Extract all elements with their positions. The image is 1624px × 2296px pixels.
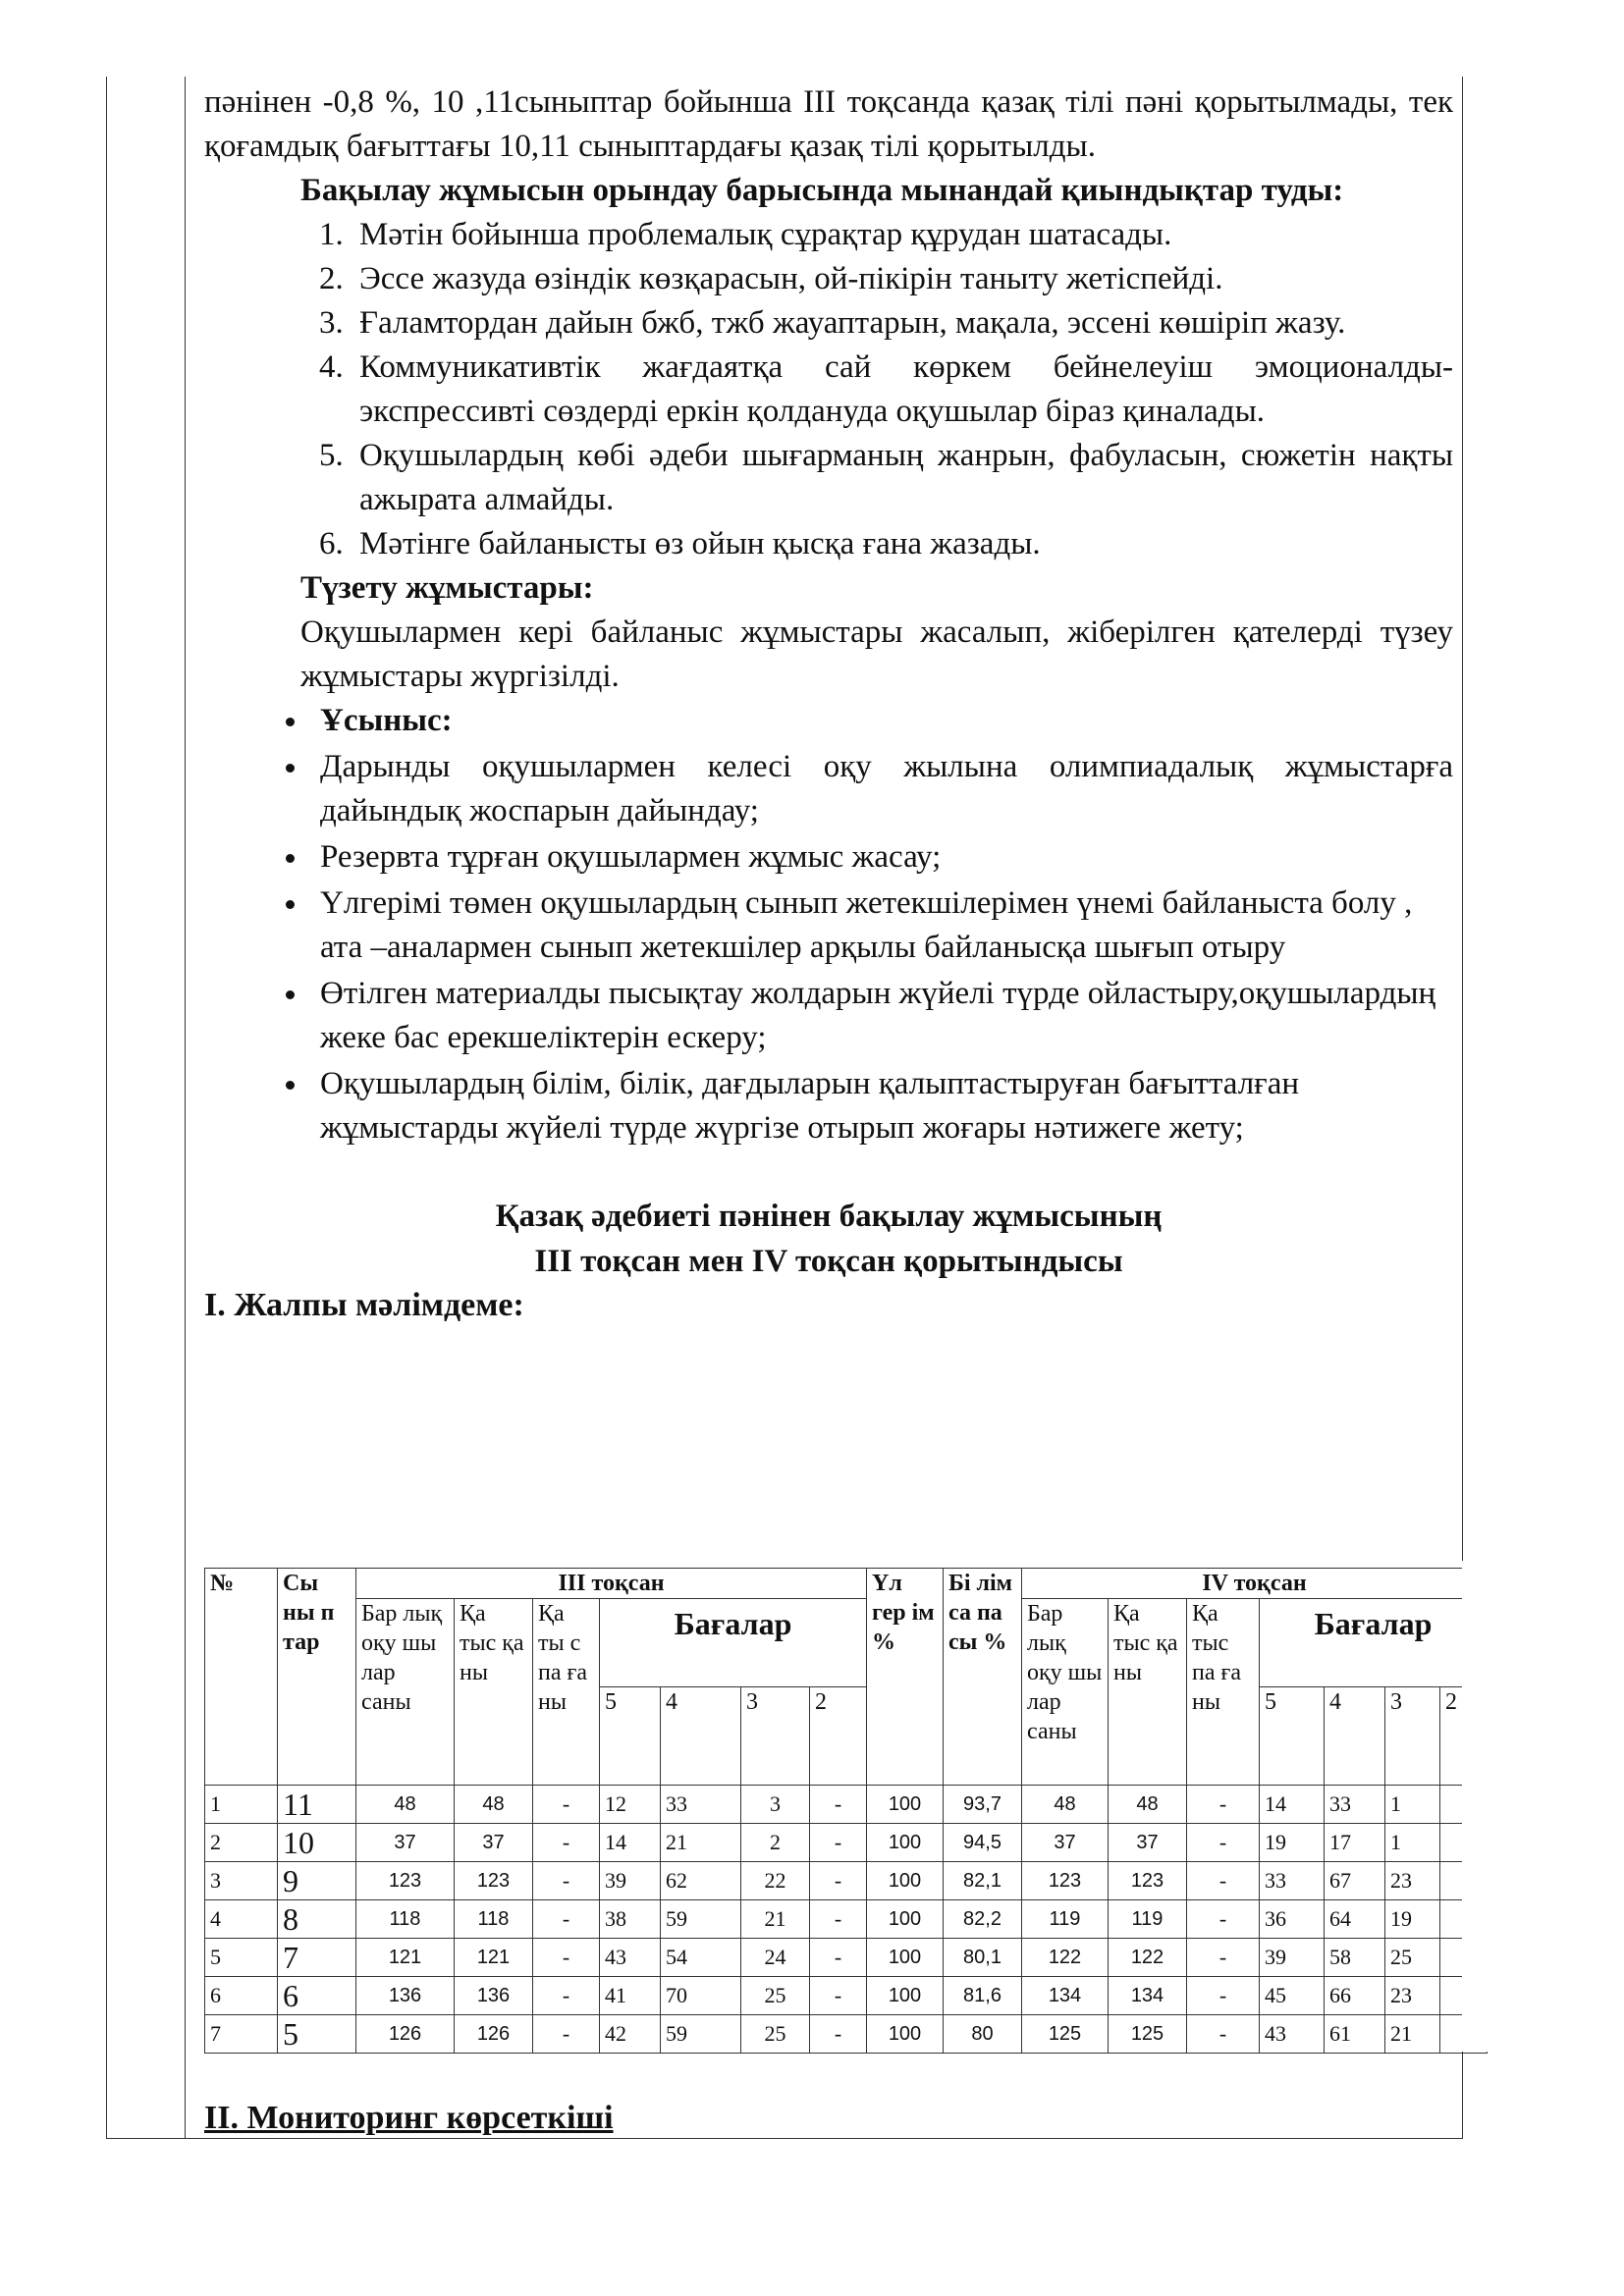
cell-q4-absent: - [1187, 1977, 1260, 2015]
list-item: 5. Оқушылардың көбі әдеби шығарманың жанрын, фабуласын, сюжетін нақты ажырата алмайды. [352, 434, 1453, 522]
cell-q3-total: 121 [356, 1939, 455, 1977]
cell-q4-g3: 23 [1385, 1862, 1440, 1900]
cell-q4-total: 123 [1022, 1862, 1109, 1900]
cell-q3-g5: 12 [600, 1786, 661, 1824]
cell-q4-g3: 23 [1385, 1977, 1440, 2015]
cell-q4-present: 134 [1109, 1977, 1187, 2015]
cell-q3-total: 126 [356, 2015, 455, 2054]
section2-heading: ІІ. Мониторинг көрсеткіші [204, 2100, 614, 2136]
cell-q4-present: 125 [1109, 2015, 1187, 2054]
cell-q3-present: 37 [455, 1824, 533, 1862]
header-q3-absent: Қа ты с па ға ны [533, 1599, 600, 1786]
header-q4-g5: 5 [1260, 1687, 1325, 1786]
table-row [205, 1786, 1488, 1824]
cell-q3-g4: 59 [661, 2015, 741, 2054]
cell-q4-present: 122 [1109, 1939, 1187, 1977]
header-q4-grades: Бағалар [1260, 1599, 1488, 1687]
cell-q3-g2: - [810, 1824, 867, 1862]
cell-q4-g3: 21 [1385, 2015, 1440, 2054]
cell-q3-g4: 62 [661, 1862, 741, 1900]
header-quality: Бі лім са па сы % [944, 1569, 1022, 1786]
cell-quality: 94,5 [944, 1824, 1022, 1862]
cell-n: 2 [205, 1824, 278, 1862]
list-item: 3. Ғаламтордан дайын бжб, тжб жауаптарын, мақала, эссені көшіріп жазу. [352, 301, 1453, 346]
header-q3-g2: 2 [810, 1687, 867, 1786]
cell-n: 1 [205, 1786, 278, 1824]
cell-q3-g3: 25 [741, 1977, 810, 2015]
cell-q4-total: 48 [1022, 1786, 1109, 1824]
cell-q3-g4: 70 [661, 1977, 741, 2015]
header-progress: Үл гер ім % [867, 1569, 944, 1786]
intro-paragraph: пәнінен -0,8 %, 10 ,11сыныптар бойынша ІІІ тоқсанда қазақ тілі пәні қорытылмады, тек қоғамдық бағыттағы 10,11 сыныптардағы қазақ тілі қорытылды. [204, 84, 1453, 164]
header-q4-absent: Қа тыс па ға ны [1187, 1599, 1260, 1786]
cell-q3-present: 121 [455, 1939, 533, 1977]
cell-q4-present: 123 [1109, 1862, 1187, 1900]
table-row [205, 1824, 1488, 1862]
header-q3-g4: 4 [661, 1687, 741, 1786]
cell-q3-g5: 43 [600, 1939, 661, 1977]
cell-q3-total: 123 [356, 1862, 455, 1900]
cell-q3-g4: 59 [661, 1900, 741, 1939]
list-item: • Дарынды оқушылармен келесі оқу жылына олимпиадалық жұмыстарға дайындық жоспарын дайындау; [310, 745, 1453, 833]
cell-q4-present: 119 [1109, 1900, 1187, 1939]
cell-q3-g3: 2 [741, 1824, 810, 1862]
cell-progress: 100 [867, 2015, 944, 2054]
header-q4-g4: 4 [1325, 1687, 1385, 1786]
cell-q3-g2: - [810, 1977, 867, 2015]
cell-q4-absent: - [1187, 2015, 1260, 2054]
cell-q4-g3: 1 [1385, 1824, 1440, 1862]
cell-q4-g5: 39 [1260, 1939, 1325, 1977]
cell-quality: 82,1 [944, 1862, 1022, 1900]
cell-cls: 11 [278, 1786, 356, 1824]
cell-q3-absent: - [533, 1900, 600, 1939]
cell-q3-present: 48 [455, 1786, 533, 1824]
list-item: • Оқушылардың білім, білік, дағдыларын қалыптастыруған бағытталған жұмыстарды жүйелі түрде жүргізе отырып жоғары нәтижеге жету; [310, 1062, 1453, 1150]
header-q4-present: Қа тыс қа ны [1109, 1599, 1187, 1786]
table-row [205, 1977, 1488, 2015]
cell-q4-g4: 61 [1325, 2015, 1385, 2054]
cell-q3-absent: - [533, 1786, 600, 1824]
cell-q3-absent: - [533, 1939, 600, 1977]
difficulties-list [204, 213, 1453, 566]
cell-quality: 82,2 [944, 1900, 1022, 1939]
table-row [205, 1862, 1488, 1900]
cell-q3-g2: - [810, 1786, 867, 1824]
cell-q3-g3: 22 [741, 1862, 810, 1900]
results-table [204, 1568, 1488, 2054]
cell-q3-g2: - [810, 1900, 867, 1939]
cell-q4-g5: 14 [1260, 1786, 1325, 1824]
cell-q4-g4: 64 [1325, 1900, 1385, 1939]
header-q3-g5: 5 [600, 1687, 661, 1786]
report-title-line1: Қазақ әдебиеті пәнінен бақылау жұмысының [495, 1199, 1163, 1234]
cell-quality: 93,7 [944, 1786, 1022, 1824]
cell-cls: 8 [278, 1900, 356, 1939]
cell-q4-absent: - [1187, 1862, 1260, 1900]
cell-q3-g5: 41 [600, 1977, 661, 2015]
cell-q4-g3: 25 [1385, 1939, 1440, 1977]
cell-q4-absent: - [1187, 1939, 1260, 1977]
cell-q3-g5: 14 [600, 1824, 661, 1862]
cell-progress: 100 [867, 1824, 944, 1862]
cell-q4-total: 119 [1022, 1900, 1109, 1939]
cell-cls: 6 [278, 1977, 356, 2015]
proposals-heading: • Ұсыныс: [310, 699, 1453, 743]
header-num: № [205, 1569, 278, 1786]
list-item: 6. Мәтінге байланысты өз ойын қысқа ғана жазады. [352, 522, 1453, 566]
header-q4: ІV тоқсан [1022, 1569, 1488, 1599]
cell-q3-absent: - [533, 1862, 600, 1900]
cell-q4-g5: 36 [1260, 1900, 1325, 1939]
cell-progress: 100 [867, 1900, 944, 1939]
cell-cls: 5 [278, 2015, 356, 2054]
header-q4-total: Бар лық оқу шы лар саны [1022, 1599, 1109, 1786]
cell-q3-g3: 24 [741, 1939, 810, 1977]
cell-q3-g2: - [810, 2015, 867, 2054]
cell-n: 3 [205, 1862, 278, 1900]
cell-q4-total: 122 [1022, 1939, 1109, 1977]
cell-q4-present: 37 [1109, 1824, 1187, 1862]
cell-q4-g4: 67 [1325, 1862, 1385, 1900]
cell-q4-g4: 33 [1325, 1786, 1385, 1824]
cell-cls: 10 [278, 1824, 356, 1862]
cell-q3-g4: 21 [661, 1824, 741, 1862]
cell-q4-g3: 19 [1385, 1900, 1440, 1939]
cell-q4-present: 48 [1109, 1786, 1187, 1824]
cell-q3-total: 136 [356, 1977, 455, 2015]
cell-q3-present: 126 [455, 2015, 533, 2054]
report-title-line2: ІІІ тоқсан мен ІV тоқсан қорытындысы [534, 1244, 1123, 1279]
cell-quality: 80,1 [944, 1939, 1022, 1977]
cell-q4-g5: 45 [1260, 1977, 1325, 2015]
frame-divider [185, 77, 186, 2138]
correction-heading: Түзету жұмыстары: [300, 570, 594, 606]
list-item: 2. Эссе жазуда өзіндік көзқарасын, ой-пікірін таныту жетіспейді. [352, 257, 1453, 301]
table-body [205, 1786, 1488, 2054]
section1-heading: І. Жалпы мәлімдеме: [204, 1287, 524, 1323]
header-q3-g3: 3 [741, 1687, 810, 1786]
cell-q3-absent: - [533, 2015, 600, 2054]
cell-quality: 80 [944, 2015, 1022, 2054]
list-item: • Резервта тұрған оқушылармен жұмыс жасау; [310, 835, 1453, 880]
cell-progress: 100 [867, 1939, 944, 1977]
cell-q3-total: 37 [356, 1824, 455, 1862]
cell-q3-absent: - [533, 1824, 600, 1862]
cell-cls: 9 [278, 1862, 356, 1900]
cell-q3-g5: 42 [600, 2015, 661, 2054]
cell-q4-total: 125 [1022, 2015, 1109, 2054]
cell-q4-absent: - [1187, 1900, 1260, 1939]
cell-q3-g5: 39 [600, 1862, 661, 1900]
cell-q3-present: 118 [455, 1900, 533, 1939]
cell-progress: 100 [867, 1786, 944, 1824]
cell-progress: 100 [867, 1862, 944, 1900]
cell-quality: 81,6 [944, 1977, 1022, 2015]
cell-q3-present: 123 [455, 1862, 533, 1900]
table-row [205, 2015, 1488, 2054]
cell-q4-absent: - [1187, 1786, 1260, 1824]
cell-q4-g4: 66 [1325, 1977, 1385, 2015]
table-row [205, 1939, 1488, 1977]
difficulties-heading: Бақылау жұмысын орындау барысында мынандай қиындықтар туды: [300, 173, 1344, 208]
cell-q3-absent: - [533, 1977, 600, 2015]
cell-q3-g4: 33 [661, 1786, 741, 1824]
list-item: 1. Мәтін бойынша проблемалық сұрақтар құрудан шатасады. [352, 213, 1453, 257]
document-body [204, 80, 1453, 1327]
cell-q3-total: 48 [356, 1786, 455, 1824]
header-q4-g2: 2 [1440, 1687, 1488, 1786]
cell-q4-g5: 19 [1260, 1824, 1325, 1862]
cell-q3-g3: 25 [741, 2015, 810, 2054]
cell-q4-g4: 58 [1325, 1939, 1385, 1977]
cell-q4-g5: 43 [1260, 2015, 1325, 2054]
header-q3: ІІІ тоқсан [356, 1569, 867, 1599]
header-q3-grades: Бағалар [600, 1599, 867, 1687]
cell-q3-total: 118 [356, 1900, 455, 1939]
header-q3-total: Бар лық оқу шы лар саны [356, 1599, 455, 1786]
cell-n: 7 [205, 2015, 278, 2054]
header-q4-g3: 3 [1385, 1687, 1440, 1786]
cell-q3-g4: 54 [661, 1939, 741, 1977]
cell-q3-g5: 38 [600, 1900, 661, 1939]
cell-q3-g3: 3 [741, 1786, 810, 1824]
header-class: Сы ны п тар [278, 1569, 356, 1786]
correction-text: Оқушылармен кері байланыс жұмыстары жасалып, жіберілген қателерді түзеу жұмыстары жүргізілді. [300, 614, 1453, 694]
list-item: • Өтілген материалды пысықтау жолдарын жүйелі түрде ойластыру,оқушылардың жеке бас ерекшеліктерін ескеру; [310, 972, 1453, 1060]
page-edge-clip [1462, 1561, 1501, 2052]
table-row [205, 1900, 1488, 1939]
cell-n: 6 [205, 1977, 278, 2015]
proposals-list [204, 699, 1453, 1150]
cell-q4-absent: - [1187, 1824, 1260, 1862]
cell-progress: 100 [867, 1977, 944, 2015]
cell-q4-g4: 17 [1325, 1824, 1385, 1862]
cell-q3-g2: - [810, 1862, 867, 1900]
cell-q4-g3: 1 [1385, 1786, 1440, 1824]
cell-q3-g2: - [810, 1939, 867, 1977]
cell-q4-total: 37 [1022, 1824, 1109, 1862]
list-item: • Үлгерімі төмен оқушылардың сынып жетекшілерімен үнемі байланыста болу , ата –аналармен сынып жетекшілер арқылы байланысқа шығып отыру [310, 881, 1453, 970]
cell-q4-g5: 33 [1260, 1862, 1325, 1900]
header-q3-present: Қа тыс қа ны [455, 1599, 533, 1786]
cell-cls: 7 [278, 1939, 356, 1977]
cell-q3-g3: 21 [741, 1900, 810, 1939]
cell-q4-total: 134 [1022, 1977, 1109, 2015]
cell-n: 5 [205, 1939, 278, 1977]
cell-n: 4 [205, 1900, 278, 1939]
list-item: 4. Коммуникативтік жағдаятқа сай көркем бейнелеуіш эмоционалды-экспрессивті сөздерді еркін қолдануда оқушылар біраз қиналады. [352, 346, 1453, 434]
cell-q3-present: 136 [455, 1977, 533, 2015]
